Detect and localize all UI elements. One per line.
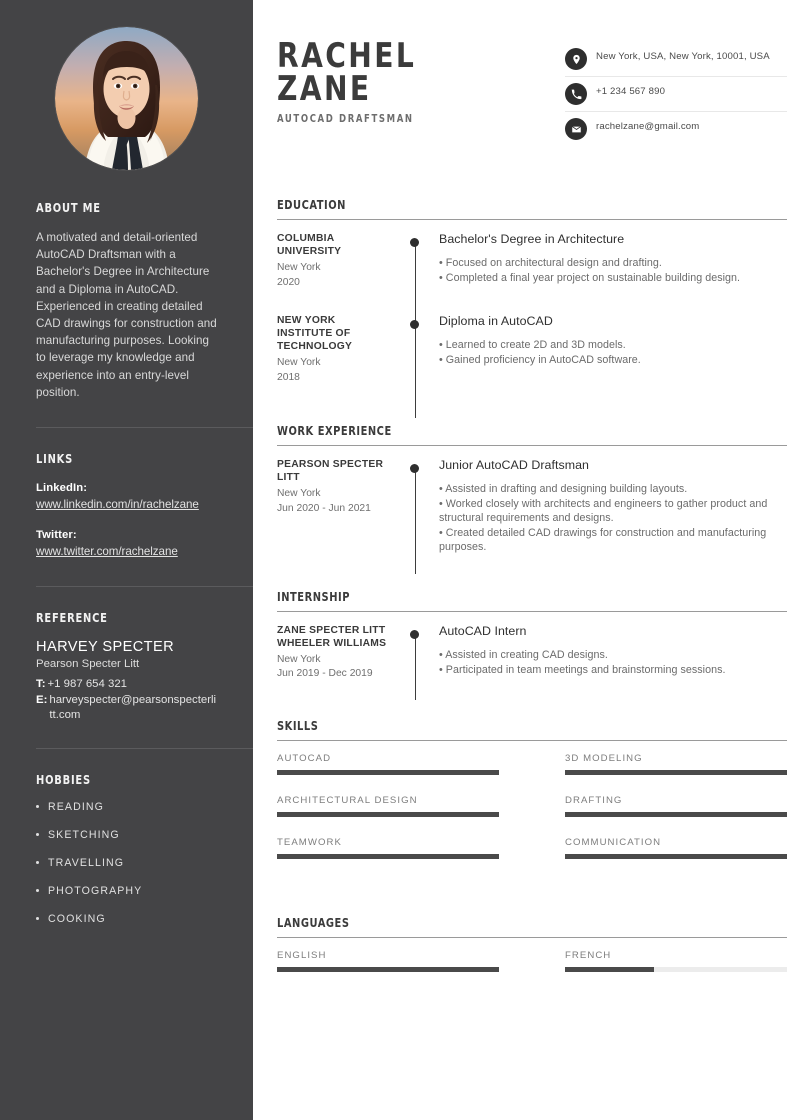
internship-timeline — [277, 624, 787, 682]
reference-phone-key: T: — [36, 678, 46, 691]
bullet-icon — [36, 833, 39, 836]
bullet: • Learned to create 2D and 3D models. — [439, 339, 626, 351]
divider — [36, 748, 253, 749]
entry-org: ZANE SPECTER LITT WHEELER WILLIAMS — [277, 624, 387, 649]
entry-bullets — [439, 256, 787, 285]
education-entry — [277, 314, 787, 385]
reference-phone-value: +1 987 654 321 — [47, 678, 127, 691]
skill-fill — [565, 854, 787, 859]
bullet: • Created detailed CAD drawings for construction and manufacturing purposes. — [439, 526, 767, 554]
skill-item — [277, 795, 499, 817]
section-rule — [277, 740, 787, 741]
reference-email-key: E: — [36, 693, 48, 706]
about-heading: ABOUT ME — [36, 200, 101, 215]
linkedin-link[interactable]: www.linkedin.com/in/rachelzane — [36, 498, 199, 512]
contact-email: rachelzane@gmail.com — [596, 121, 700, 132]
language-item — [565, 950, 787, 972]
entry-meta — [277, 624, 401, 682]
skill-track — [565, 812, 787, 817]
spacer — [36, 513, 217, 527]
timeline-dot-icon — [410, 320, 419, 329]
avatar — [55, 27, 198, 170]
first-name: RACHEL — [277, 36, 417, 76]
entry-body — [439, 624, 787, 682]
hobbies-list — [36, 801, 217, 925]
contact-address-row — [565, 48, 787, 77]
skills-list — [277, 753, 787, 879]
entry-bullets — [439, 648, 787, 677]
work-entry — [277, 458, 787, 555]
list-item — [36, 913, 217, 925]
entry-title: Diploma in AutoCAD — [439, 314, 553, 328]
education-entry — [277, 232, 787, 290]
entry-bullets — [439, 338, 787, 367]
bullet-icon — [36, 917, 39, 920]
internship-section — [277, 589, 787, 682]
hobbies-section — [0, 772, 253, 925]
link-label: Twitter: — [36, 529, 77, 542]
divider — [36, 427, 253, 428]
skill-label: ARCHITECTURAL DESIGN — [277, 794, 418, 806]
bullet-icon — [36, 805, 39, 808]
entry-location: New York — [277, 488, 321, 499]
languages-heading: LANGUAGES — [277, 914, 350, 930]
list-item — [36, 885, 217, 897]
education-heading: EDUCATION — [277, 197, 346, 212]
hobby-label: READING — [48, 800, 104, 813]
skills-section — [277, 718, 787, 879]
link-item[interactable] — [36, 480, 217, 513]
language-label: FRENCH — [565, 949, 612, 961]
contact-email-row — [565, 118, 787, 146]
timeline-dot-icon — [410, 630, 419, 639]
timeline-dot-icon — [410, 464, 419, 473]
hobby-label: COOKING — [48, 912, 106, 925]
language-fill — [277, 967, 499, 972]
bullet: • Completed a final year project on sustainable building design. — [439, 271, 741, 284]
internship-entry — [277, 624, 787, 682]
skill-item — [277, 837, 499, 859]
phone-icon — [565, 83, 587, 105]
link-label: LinkedIn: — [36, 482, 88, 495]
about-text: A motivated and detail-oriented AutoCAD Draftsman with a Bachelor's Degree in Architecture and a Diploma in AutoCAD. Experienced in creating detailed CAD drawings for construction and manufacturing purposes. Looking to leverage my knowledge and experience into an entry-level position. — [36, 231, 217, 399]
skill-fill — [565, 812, 787, 817]
entry-location: New York — [277, 262, 321, 273]
avatar-image — [55, 27, 198, 170]
language-fill — [565, 967, 654, 972]
skill-item — [565, 795, 787, 817]
skill-label: TEAMWORK — [277, 836, 342, 848]
bullet: • Focused on architectural design and drafting. — [439, 257, 662, 269]
skill-item — [565, 837, 787, 859]
reference-name: HARVEY SPECTER — [36, 639, 175, 656]
links-section — [0, 451, 253, 560]
entry-date: 2020 — [277, 276, 300, 288]
links-heading: LINKS — [36, 451, 74, 467]
entry-meta — [277, 232, 401, 290]
entry-date: 2018 — [277, 371, 300, 383]
job-title: AUTOCAD DRAFTSMAN — [277, 113, 414, 125]
education-timeline — [277, 232, 787, 395]
reference-org: Pearson Specter Litt — [36, 658, 140, 671]
location-pin-icon — [565, 48, 587, 70]
language-track — [565, 967, 787, 972]
skill-fill — [565, 770, 787, 775]
entry-title: Junior AutoCAD Draftsman — [439, 458, 589, 472]
skill-track — [277, 770, 499, 775]
skill-item — [277, 753, 499, 775]
skill-fill — [277, 770, 499, 775]
bullet: • Assisted in creating CAD designs. — [439, 648, 608, 661]
entry-meta — [277, 314, 401, 385]
main-content — [253, 0, 794, 1120]
section-rule — [277, 937, 787, 938]
skill-track — [565, 854, 787, 859]
skill-track — [565, 770, 787, 775]
contact-phone: +1 234 567 890 — [596, 86, 666, 97]
contact-list — [565, 40, 787, 152]
list-item — [36, 857, 217, 869]
work-timeline — [277, 458, 787, 555]
reference-email-row — [36, 693, 217, 724]
envelope-icon — [565, 118, 587, 140]
entry-location: New York — [277, 357, 321, 368]
contact-phone-row — [565, 83, 787, 112]
sidebar — [0, 0, 253, 1120]
section-rule — [277, 445, 787, 446]
languages-section — [277, 915, 787, 992]
skill-item — [565, 753, 787, 775]
profile-photo-wrap — [0, 0, 253, 170]
skill-track — [277, 854, 499, 859]
bullet: • Participated in team meetings and brainstorming sessions. — [439, 663, 726, 676]
entry-body — [439, 314, 787, 385]
list-item — [36, 801, 217, 813]
bullet-icon — [36, 889, 39, 892]
reference-phone-row — [36, 677, 217, 693]
skill-label: 3D MODELING — [565, 752, 643, 764]
contact-address: New York, USA, New York, 10001, USA — [596, 51, 770, 62]
bullet-icon — [36, 861, 39, 864]
languages-list — [277, 950, 787, 992]
skill-track — [277, 812, 499, 817]
bullet: • Worked closely with architects and engineers to gather product and structural requirements and designs. — [439, 497, 768, 525]
language-track — [277, 967, 499, 972]
timeline-dot-icon — [410, 238, 419, 247]
entry-bullets — [439, 482, 787, 555]
reference-section — [0, 610, 253, 724]
education-section — [277, 197, 787, 395]
language-label: ENGLISH — [277, 949, 327, 961]
entry-title: Bachelor's Degree in Architecture — [439, 232, 625, 246]
entry-org: PEARSON SPECTER LITT — [277, 459, 384, 483]
internship-heading: INTERNSHIP — [277, 588, 350, 604]
work-experience-heading: WORK EXPERIENCE — [277, 423, 392, 438]
links-list — [36, 480, 217, 560]
language-item — [277, 950, 499, 972]
skill-label: AUTOCAD — [277, 752, 332, 764]
hobbies-heading: HOBBIES — [36, 771, 91, 787]
skill-fill — [277, 854, 499, 859]
list-item — [36, 829, 217, 841]
hobby-label: TRAVELLING — [48, 856, 125, 869]
entry-body — [439, 232, 787, 290]
work-experience-section — [277, 423, 787, 555]
reference-email-value: harveyspecter@pearsonspecterlitt.com — [49, 693, 217, 722]
link-item[interactable] — [36, 527, 217, 560]
section-rule — [277, 219, 787, 220]
name-block — [277, 36, 527, 152]
hobby-label: SKETCHING — [48, 828, 120, 841]
twitter-link[interactable]: www.twitter.com/rachelzane — [36, 545, 178, 559]
entry-org: NEW YORK INSTITUTE OF TECHNOLOGY — [277, 315, 353, 352]
entry-body — [439, 458, 787, 555]
entry-location: New York — [277, 653, 321, 665]
entry-org: COLUMBIA UNIVERSITY — [277, 233, 342, 257]
bullet: • Gained proficiency in AutoCAD software. — [439, 353, 641, 366]
divider — [36, 586, 253, 587]
entry-meta — [277, 458, 401, 555]
bullet: • Assisted in drafting and designing building layouts. — [439, 483, 688, 495]
skill-label: DRAFTING — [565, 794, 623, 806]
skills-heading: SKILLS — [277, 717, 319, 733]
skill-fill — [277, 812, 499, 817]
reference-heading: REFERENCE — [36, 610, 108, 626]
section-rule — [277, 611, 787, 612]
resume-header — [277, 0, 787, 152]
last-name: ZANE — [277, 69, 372, 109]
entry-date: Jun 2020 - Jun 2021 — [277, 502, 371, 514]
entry-date: Jun 2019 - Dec 2019 — [277, 668, 373, 680]
about-section — [0, 200, 253, 401]
skill-label: COMMUNICATION — [565, 836, 662, 848]
entry-title: AutoCAD Intern — [439, 623, 527, 638]
hobby-label: PHOTOGRAPHY — [48, 884, 143, 897]
